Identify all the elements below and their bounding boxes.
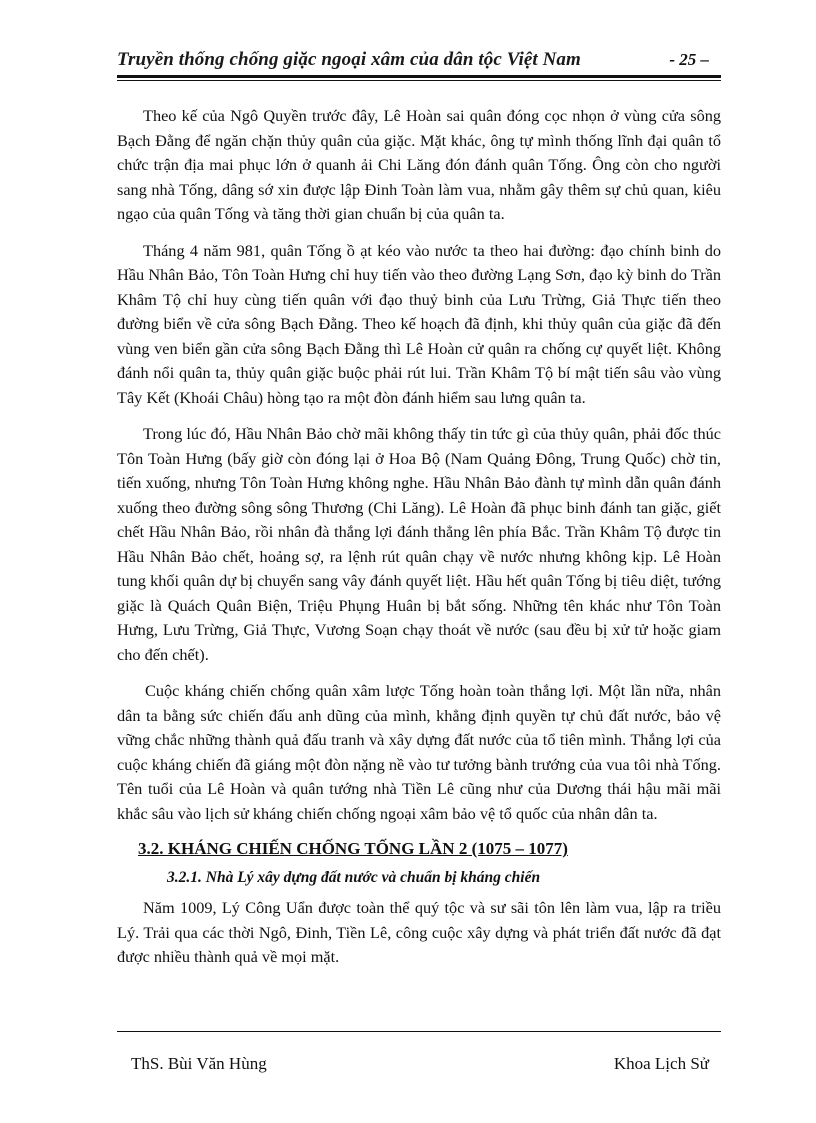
footer-author: ThS. Bùi Văn Hùng (131, 1054, 267, 1073)
subsection-heading: 3.2.1. Nhà Lý xây dựng đất nước và chuẩn bị kháng chiến (167, 869, 541, 886)
body-paragraph: Theo kế của Ngô Quyền trước đây, Lê Hoàn sai quân đóng cọc nhọn ở vùng cửa sông Bạch Đằng để ngăn chặn thủy quân của giặc. Mặt khác, ông tự mình thống lĩnh đại quân tổ chức trận địa mai phục lớn ở quanh ải Chi Lăng đón đánh quân Tống. Ông còn cho người sang nhà Tống, dâng sớ xin được lập Đinh Toàn làm vua, nhằm gây thêm sự chủ quan, kiêu ngạo của quân Tống và tăng thời gian chuẩn bị của quân ta. (117, 106, 721, 223)
header-divider-thin (117, 80, 721, 81)
header-divider (117, 75, 721, 78)
header-title: Truyền thống chống giặc ngoại xâm của dân tộc Việt Nam (117, 49, 581, 70)
page-body (117, 104, 721, 982)
footer-divider (117, 1031, 721, 1032)
footer-department: Khoa Lịch Sử (613, 1054, 709, 1073)
body-paragraph: Cuộc kháng chiến chống quân xâm lược Tống hoàn toàn thắng lợi. Một lần nữa, nhân dân ta bằng sức chiến đấu anh dũng của mình, khẳng định quyền tự chủ đất nước, bảo vệ vững chắc những thành quả đấu tranh và xây dựng đất nước của tổ tiên mình. Thắng lợi của cuộc kháng chiến đã giáng một đòn nặng nề vào tư tưởng bành trướng của vua tôi nhà Tống. Tên tuổi của Lê Hoàn và quân tướng nhà Tiền Lê cũng như của Dương thái hậu mãi mãi khắc sâu vào lịch sử kháng chiến chống ngoại xâm bảo vệ tổ quốc của nhân dân ta. (117, 681, 721, 823)
page-number: - 25 – (669, 50, 709, 69)
body-paragraph: Năm 1009, Lý Công Uẩn được toàn thể quý tộc và sư sãi tôn lên làm vua, lập ra triều Lý. Trải qua các thời Ngô, Đinh, Tiền Lê, công cuộc xây dựng và phát triển đất nước đã đạt được nhiều thành quả về mọi mặt. (117, 898, 721, 966)
page-header (117, 47, 721, 75)
body-paragraph: Tháng 4 năm 981, quân Tống ồ ạt kéo vào nước ta theo hai đường: đạo chính binh do Hầu Nhân Bảo, Tôn Toàn Hưng chỉ huy tiến vào theo đường Lạng Sơn, đạo kỳ binh do Trần Khâm Tộ chỉ huy cùng tiến quân với đạo thuỷ binh của Lưu Trừng, Giả Thực tiến theo đường biển về cửa sông Bạch Đằng. Theo kế hoạch đã định, khi thủy quân của giặc đã đến vùng ven biển gần cửa sông Bạch Đằng thì Lê Hoàn cử quân ra chống cự quyết liệt. Không đánh nổi quân ta, thủy quân giặc buộc phải rút lui. Trần Khâm Tộ bí mật tiến sâu vào vùng Tây Kết (Khoái Châu) hòng tạo ra một đòn đánh hiểm sau lưng quân ta. (117, 240, 721, 407)
section-heading: 3.2. KHÁNG CHIẾN CHỐNG TỐNG LẦN 2 (1075 – 1077) (138, 839, 568, 858)
body-paragraph: Trong lúc đó, Hầu Nhân Bảo chờ mãi không thấy tin tức gì của thủy quân, phải đốc thúc Tôn Toàn Hưng (bấy giờ còn đóng lại ở Hoa Bộ (Nam Quảng Đông, Trung Quốc) chờ tin, tiến xuống, nhưng Tôn Toàn Hưng không nghe. Hầu Nhân Bảo đành tự mình dẫn quân đánh xuống theo đường sông sông Thương (Chi Lăng). Lê Hoàn đã phục binh đánh tan giặc, giết chết Hầu Nhân Bảo, rồi nhân đà thắng lợi đánh thẳng lên phía Bắc. Trần Khâm Tộ được tin Hầu Nhân Bảo chết, hoảng sợ, ra lệnh rút quân chạy về nước nhưng không kịp. Lê Hoàn tung khối quân dự bị chuyển sang vây đánh quyết liệt. Hầu hết quân Tống bị tiêu diệt, tướng giặc là Quách Quân Biện, Triệu Phụng Huân bị bắt sống. Những tên khác như Tôn Toàn Hưng, Lưu Trừng, Giả Thực, Vương Soạn chạy thoát về nước (sau đều bị xử tử hoặc giam cho đến chết). (117, 424, 721, 664)
